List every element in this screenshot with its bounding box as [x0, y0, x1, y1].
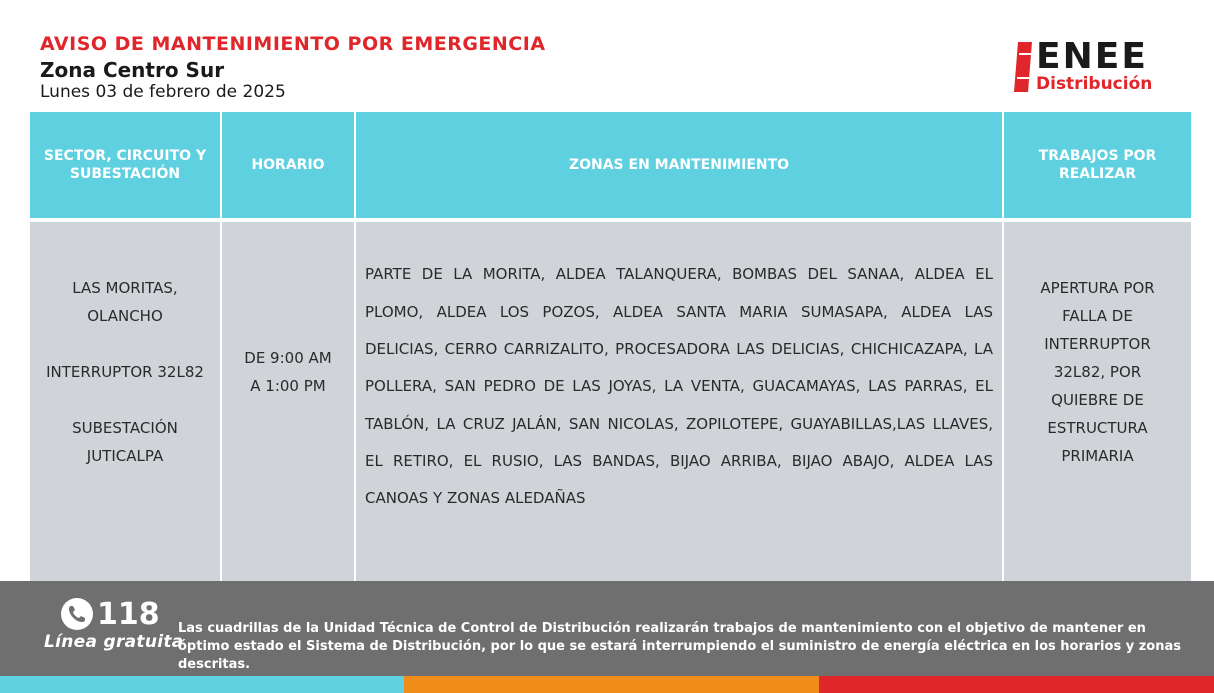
schedule-text: DE 9:00 AM A 1:00 PM [244, 349, 332, 395]
sector-cell [30, 222, 220, 582]
notice-title: AVISO DE MANTENIMIENTO POR EMERGENCIA [40, 33, 546, 55]
footer-message: Las cuadrillas de la Unidad Técnica de Control de Distribución realizarán trabajos de mantenimiento con el objetivo de mantener en óptimo estado el Sistema de Distribución, por lo que se estará interrumpiendo el suministro de energía eléctrica en los horarios y zonas descritas. [178, 621, 1181, 672]
zones-cell [356, 222, 1002, 582]
schedule-cell [222, 222, 354, 582]
hotline-label: Línea gratuita [44, 632, 184, 652]
column-header-works: TRABAJOS POR REALIZAR [1004, 112, 1191, 218]
logo-brand: ENEE [1036, 36, 1148, 77]
enee-logo [1012, 36, 1184, 96]
column-header-zones: ZONAS EN MANTENIMIENTO [356, 112, 1002, 218]
sector-line: LAS MORITAS, OLANCHO [72, 279, 178, 325]
stripe-red [819, 676, 1214, 693]
zones-text: PARTE DE LA MORITA, ALDEA TALANQUERA, BOMBAS DEL SANAA, ALDEA EL PLOMO, ALDEA LOS POZOS, ALDEA SANTA MARIA SUMASAPA, ALDEA LAS DELICIAS, CERRO CARRIZALITO, PROCESADORA LAS DELICIAS, CHICHICAZAPA, LA POLLERA, SAN PEDRO DE LAS JOYAS, LA VENTA, GUACAMAYAS, LAS PARRAS, EL TABLÓN, LA CRUZ JALÁN, SAN NICOLAS, ZOPILOTEPE, GUAYABILLAS,LAS LLAVES, EL RETIRO, EL RUSIO, LAS BANDAS, BIJAO ARRIBA, BIJAO ABAJO, ALDEA LAS CANOAS Y ZONAS ALEDAÑAS [365, 265, 993, 508]
enee-logo-mark-icon [1012, 42, 1032, 92]
works-cell [1004, 222, 1191, 582]
notice-date: Lunes 03 de febrero de 2025 [40, 82, 286, 102]
phone-icon [61, 598, 93, 630]
sector-line: INTERRUPTOR 32L82 [46, 363, 204, 381]
stripe-cyan [0, 676, 404, 693]
maintenance-table [30, 112, 1191, 582]
zone-name: Zona Centro Sur [40, 58, 225, 82]
hotline-number[interactable]: 118 [97, 597, 160, 632]
stripe-orange [404, 676, 819, 693]
works-text: APERTURA POR FALLA DE INTERRUPTOR 32L82, POR QUIEBRE DE ESTRUCTURA PRIMARIA [1040, 279, 1155, 465]
column-header-sector: SECTOR, CIRCUITO Y SUBESTACIÓN [30, 112, 220, 218]
column-header-schedule: HORARIO [222, 112, 354, 218]
sector-line: SUBESTACIÓN JUTICALPA [72, 419, 178, 465]
logo-subtitle: Distribución [1036, 74, 1153, 94]
